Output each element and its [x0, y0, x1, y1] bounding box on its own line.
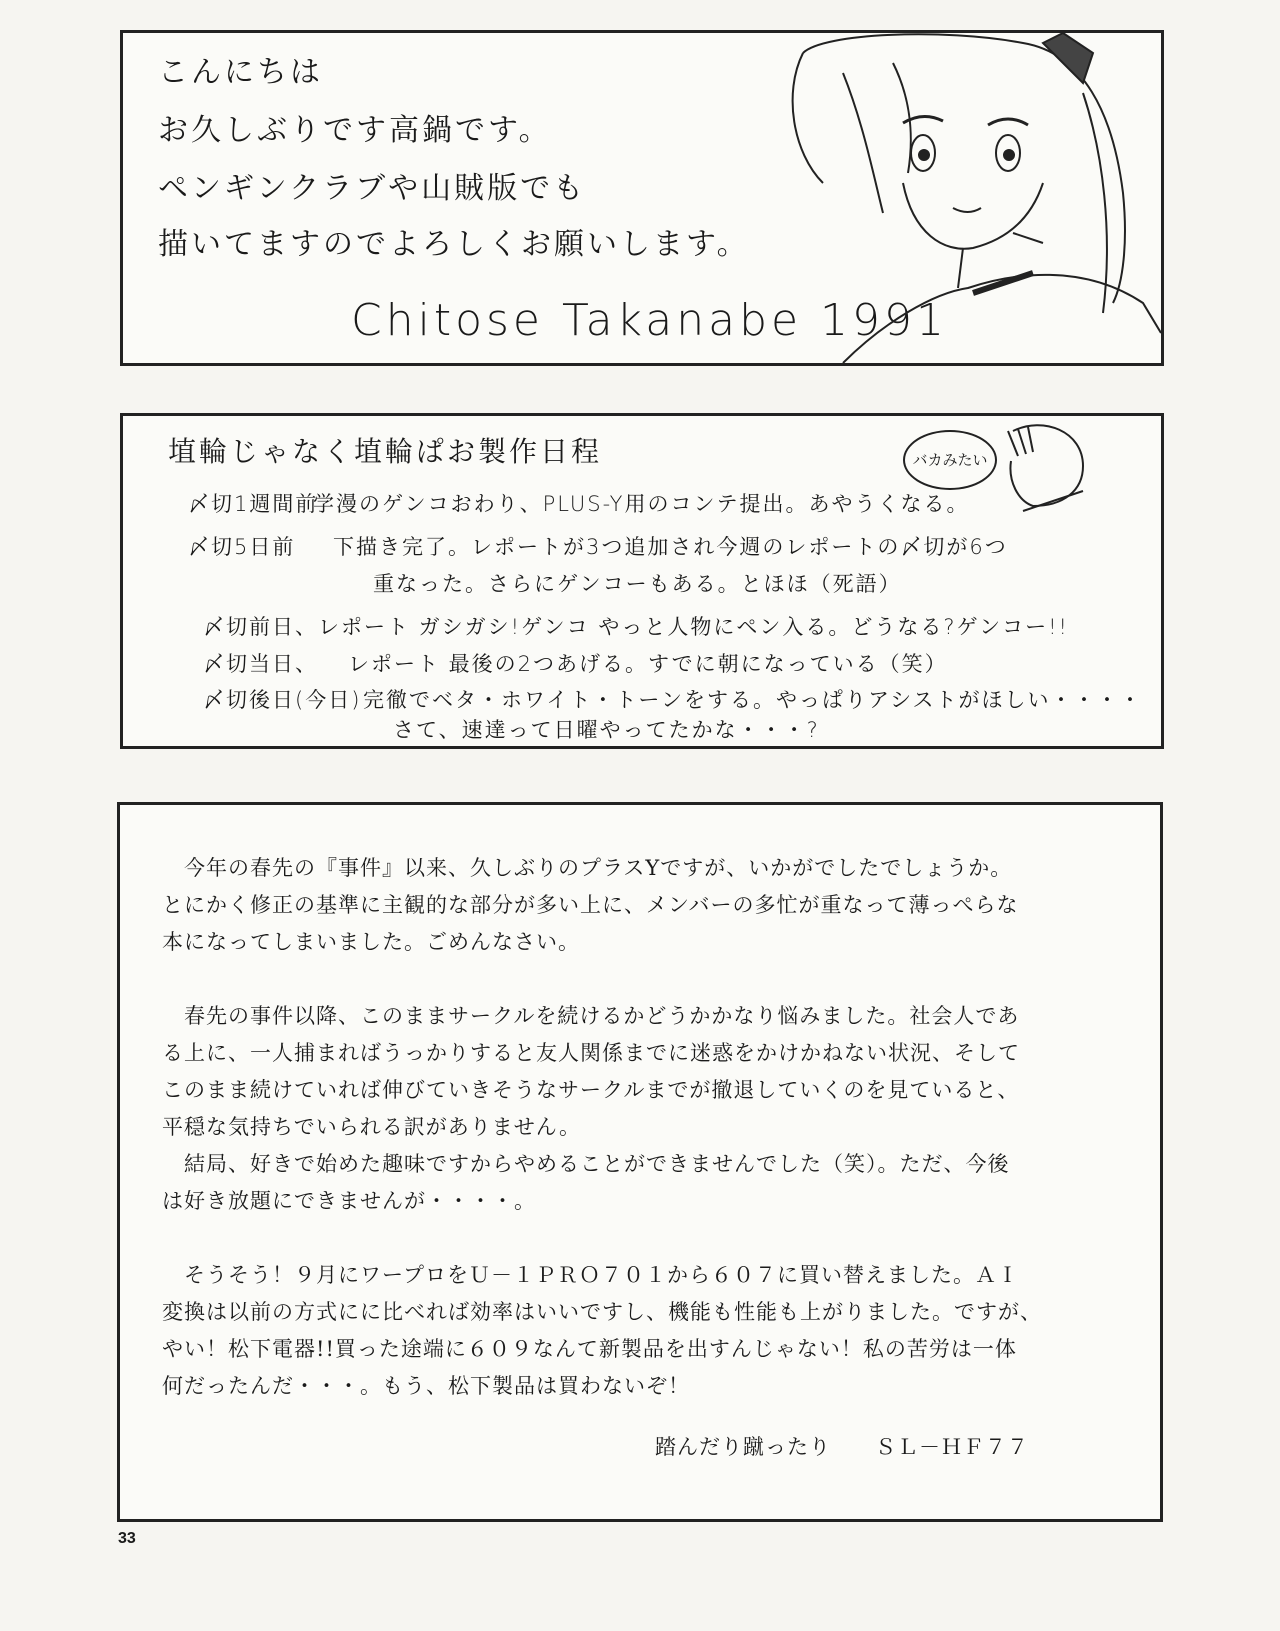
self-portrait-sketch	[993, 421, 1093, 516]
essay-line: 平穏な気持ちでいられる訳がありません。	[162, 1115, 582, 1139]
page-number: 33	[118, 1530, 136, 1547]
essay-line: 何だったんだ・・・。もう、松下製品は買わないぞ！	[162, 1374, 690, 1398]
essay-line: とにかく修正の基準に主観的な部分が多い上に、メンバーの多忙が重なって薄っぺらな	[162, 893, 1019, 917]
schedule-title: 埴輪じゃなく埴輪ぱお製作日程	[168, 435, 603, 468]
essay-line: そうそう！９月にワープロをＵ－１ＰＲＯ７０１から６０７に買い替えました。ＡＩ	[162, 1263, 1019, 1287]
schedule-text: レポート ガシガシ!ゲンコ やっと人物にペン入る。どうなる?ゲンコー!!	[318, 615, 1069, 639]
artist-signature: Chitose Takanabe 1991	[351, 295, 949, 346]
essay-line: このまま続けていれば伸びていきそうなサークルまでが撤退していくのを見ていると、	[162, 1078, 1020, 1102]
signoff-name: ＳＬ－ＨＦ７７	[875, 1435, 1029, 1459]
essay-line: 春先の事件以降、このままサークルを続けるかどうかかなり悩みました。社会人であ	[162, 1004, 1020, 1028]
schedule-when: 〆切当日、	[203, 652, 318, 676]
speech-bubble: バカみたい	[903, 430, 997, 490]
schedule-text: 下描き完了。レポートが3つ追加され今週のレポートの〆切が6つ	[333, 535, 1008, 559]
schedule-when: 〆切後日(今日)	[203, 688, 362, 712]
essay-line: 結局、好きで始めた趣味ですからやめることができませんでした（笑）。ただ、今後	[162, 1152, 1010, 1176]
schedule-panel	[120, 413, 1164, 749]
schedule-when: 〆切前日、	[203, 615, 318, 639]
greeting-panel	[120, 30, 1164, 366]
schedule-text: 完徹でベタ・ホワイト・トーンをする。やっぱりアシストがほしい・・・・	[363, 688, 1143, 712]
schedule-text: レポート 最後の2つあげる。すでに朝になっている（笑）	[348, 652, 948, 676]
essay-line: は好き放題にできませんが・・・・。	[162, 1189, 536, 1213]
signoff-title: 踏んだり蹴ったり	[655, 1435, 831, 1459]
greeting-line: ペンギンクラブや山賊版でも	[158, 171, 587, 206]
schedule-when: 〆切5日前	[188, 535, 296, 559]
schedule-when: 〆切1週間前	[188, 492, 319, 516]
schedule-text: さて、速達って日曜やってたかな・・・?	[393, 718, 820, 742]
essay-line: 変換は以前の方式にに比べれば効率はいいですし、機能も性能も上がりました。ですが、	[162, 1300, 1042, 1324]
greeting-line: お久しぶりです高鍋です。	[158, 113, 552, 148]
essay-line: 本になってしまいました。ごめんなさい。	[162, 930, 580, 954]
essay-line: やい！松下電器!!買った途端に６０９なんて新製品を出すんじゃない！私の苦労は一体	[162, 1337, 1017, 1361]
schedule-text: 学漫のゲンコおわり、PLUS-Y用のコンテ提出。あやうくなる。	[313, 492, 970, 516]
essay-line: る上に、一人捕まればうっかりすると友人関係までに迷惑をかけかねない状況、そして	[162, 1041, 1020, 1065]
essay-panel	[117, 802, 1163, 1522]
greeting-line: こんにちは	[158, 55, 323, 90]
essay-line: 今年の春先の『事件』以来、久しぶりのプラスYですが、いかがでしたでしょうか。	[162, 856, 1013, 880]
schedule-text: 重なった。さらにゲンコーもある。とほほ（死語）	[373, 572, 902, 596]
girl-illustration	[783, 33, 1161, 363]
greeting-line: 描いてますのでよろしくお願いします。	[158, 227, 750, 262]
